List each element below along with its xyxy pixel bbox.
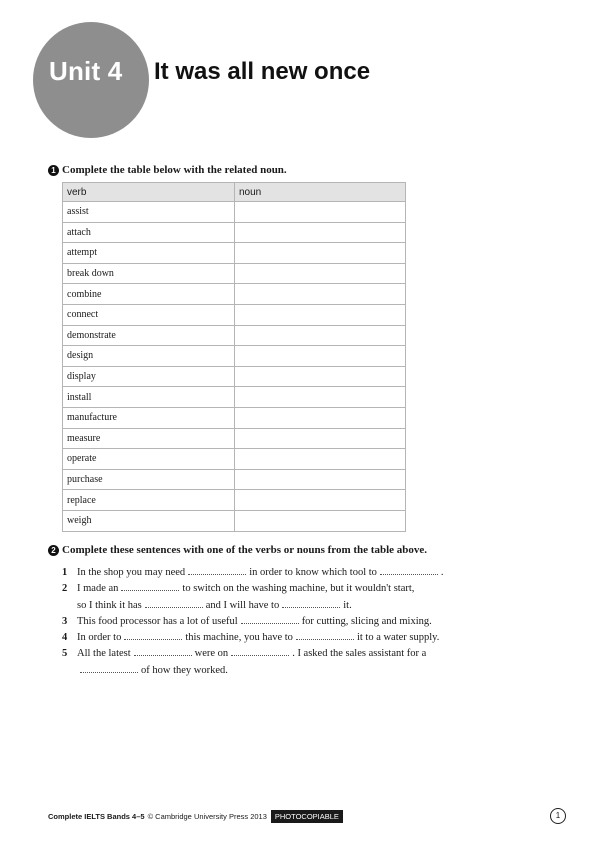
sentence-number: 4 (62, 632, 68, 644)
verb-cell: attach (63, 222, 235, 243)
sentence-fragment: In the shop you may need (77, 567, 186, 578)
noun-answer-cell[interactable] (235, 222, 406, 243)
verb-cell: combine (63, 284, 235, 305)
answer-blank[interactable] (231, 647, 289, 656)
sentence-line (62, 646, 482, 662)
table-row (63, 304, 406, 325)
sentence-line (62, 565, 482, 581)
table-header-row (63, 183, 406, 202)
table-row (63, 510, 406, 531)
table-row (63, 284, 406, 305)
verb-cell: measure (63, 428, 235, 449)
sentence-number: 5 (62, 648, 68, 660)
table-row (63, 407, 406, 428)
sentence-fragment: . (440, 567, 444, 578)
sentence-text (62, 663, 482, 679)
table-row (63, 243, 406, 264)
footer-book-title: Complete IELTS Bands 4–5 (48, 812, 145, 821)
verb-cell: weigh (63, 510, 235, 531)
verb-cell: connect (63, 304, 235, 325)
table-row (63, 490, 406, 511)
exercise-1-instruction: Complete the table below with the related noun. (62, 164, 287, 176)
answer-blank[interactable] (188, 566, 246, 575)
sentence-number: 1 (62, 567, 68, 578)
sentence-text (62, 614, 482, 630)
verb-cell: purchase (63, 469, 235, 490)
noun-answer-cell[interactable] (235, 510, 406, 531)
sentence-number: 2 (62, 583, 68, 595)
table-row (63, 469, 406, 490)
verb-cell: break down (63, 263, 235, 284)
answer-blank[interactable] (124, 631, 182, 640)
sentence-text (62, 581, 482, 597)
table-row (63, 346, 406, 367)
table-row (63, 325, 406, 346)
table-row (63, 202, 406, 223)
photocopiable-badge: PHOTOCOPIABLE (271, 810, 343, 823)
sentence-text (62, 565, 482, 581)
verb-cell: operate (63, 449, 235, 470)
sentence-fragment: All the latest (77, 648, 131, 660)
answer-blank[interactable] (145, 599, 203, 608)
sentence-fragment: so I think it has (77, 599, 142, 611)
table-row (63, 387, 406, 408)
answer-blank[interactable] (134, 647, 192, 656)
table-body (63, 202, 406, 532)
noun-answer-cell[interactable] (235, 387, 406, 408)
sentence-line (62, 598, 482, 614)
answer-blank[interactable] (296, 631, 354, 640)
sentence-fragment: it to a water supply. (356, 632, 440, 644)
sentence-text (62, 598, 482, 614)
column-header-noun: noun (235, 183, 406, 202)
sentence-fragment: In order to (77, 632, 122, 644)
sentence-fragment: this machine, you have to (185, 632, 293, 644)
sentence-list (62, 565, 482, 679)
noun-answer-cell[interactable] (235, 304, 406, 325)
verb-cell: manufacture (63, 407, 235, 428)
sentence-text (62, 630, 482, 646)
verb-cell: replace (63, 490, 235, 511)
answer-blank[interactable] (380, 566, 438, 575)
exercise-1-heading (48, 164, 287, 176)
page-number: 1 (550, 808, 566, 824)
sentence-line (62, 630, 482, 646)
answer-blank[interactable] (121, 582, 179, 591)
footer-copyright: © Cambridge University Press 2013 (147, 812, 267, 821)
sentence-fragment: were on (194, 648, 229, 660)
table-row (63, 222, 406, 243)
noun-answer-cell[interactable] (235, 449, 406, 470)
unit-label: Unit 4 (49, 56, 123, 86)
table-row (63, 449, 406, 470)
column-header-verb: verb (63, 183, 235, 202)
verb-cell: design (63, 346, 235, 367)
sentence-fragment: in order to know which tool to (249, 567, 377, 578)
noun-answer-cell[interactable] (235, 346, 406, 367)
exercise-number-badge: 1 (48, 165, 59, 176)
exercise-number-badge: 2 (48, 545, 59, 556)
sentence-fragment: This food processor has a lot of useful (77, 615, 238, 627)
verb-cell: assist (63, 202, 235, 223)
sentence-fragment: and I will have to (205, 599, 280, 611)
answer-blank[interactable] (282, 599, 340, 608)
sentence-fragment: I made an (77, 583, 119, 595)
sentence-text (62, 646, 482, 662)
noun-answer-cell[interactable] (235, 284, 406, 305)
verb-noun-table (62, 182, 406, 532)
verb-cell: install (63, 387, 235, 408)
sentence-fragment: . I asked the sales assistant for a (292, 648, 427, 660)
answer-blank[interactable] (241, 615, 299, 624)
sentence-fragment: of how they worked. (141, 664, 228, 676)
noun-answer-cell[interactable] (235, 243, 406, 264)
sentence-line (62, 581, 482, 597)
noun-answer-cell[interactable] (235, 428, 406, 449)
table-row (63, 366, 406, 387)
noun-answer-cell[interactable] (235, 490, 406, 511)
sentence-number: 3 (62, 615, 68, 627)
noun-answer-cell[interactable] (235, 202, 406, 223)
noun-answer-cell[interactable] (235, 407, 406, 428)
page-title: It was all new once (154, 58, 371, 85)
sentence-fragment: it. (343, 599, 352, 611)
exercise-2-heading (48, 544, 427, 556)
exercise-2-instruction: Complete these sentences with one of the verbs or nouns from the table above. (62, 544, 428, 556)
table-row (63, 263, 406, 284)
sentence-line (62, 663, 482, 679)
sentence-fragment: for cutting, slicing and mixing. (301, 615, 432, 627)
verb-cell: display (63, 366, 235, 387)
noun-answer-cell[interactable] (235, 366, 406, 387)
verb-cell: attempt (63, 243, 235, 264)
sentence-line (62, 614, 482, 630)
sentence-fragment: to switch on the washing machine, but it wouldn't start, (182, 583, 415, 595)
noun-answer-cell[interactable] (235, 469, 406, 490)
footer (48, 810, 343, 823)
noun-answer-cell[interactable] (235, 263, 406, 284)
noun-answer-cell[interactable] (235, 325, 406, 346)
verb-cell: demonstrate (63, 325, 235, 346)
answer-blank[interactable] (80, 664, 138, 673)
table-row (63, 428, 406, 449)
